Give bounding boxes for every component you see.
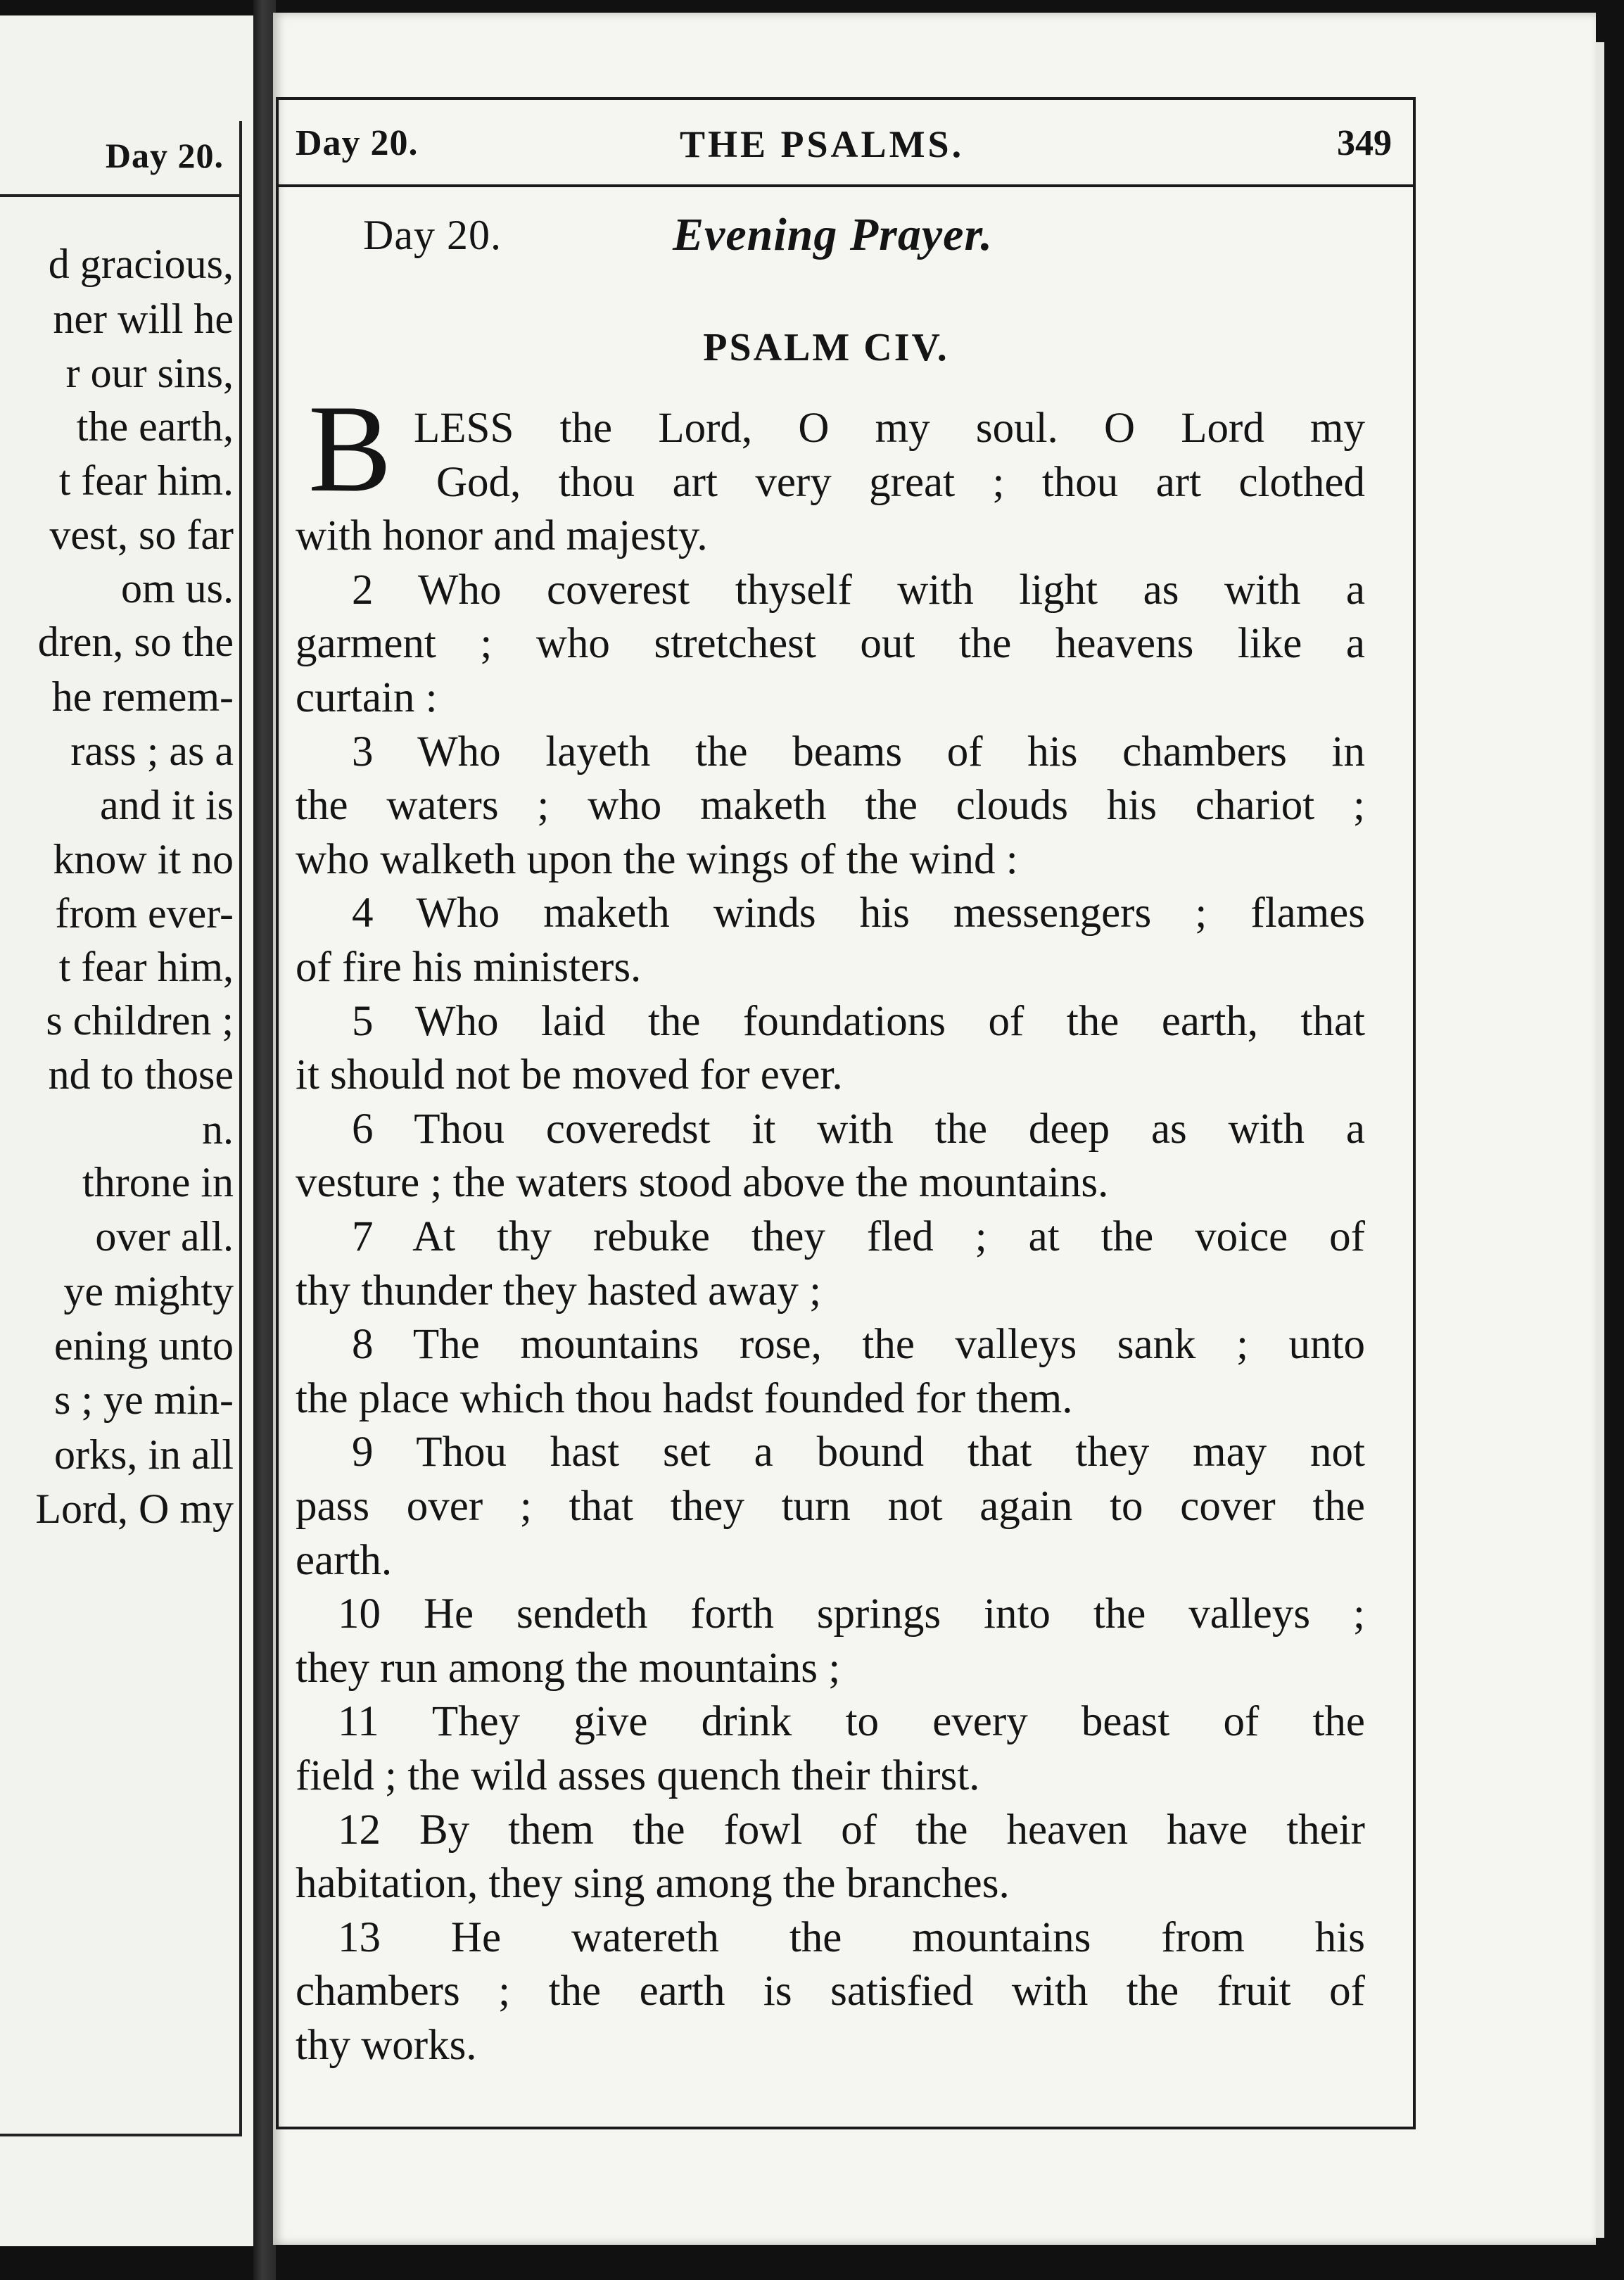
previous-page-line: nd to those [48,1051,234,1098]
text-line: field ; the wild asses quench their thirst. [296,1752,980,1799]
verse-start-line: 9 Thou hast set a bound that they may not [352,1429,1365,1476]
psalm-title [0,325,1624,370]
text-line: the waters ; who maketh the clouds his chariot ; [296,782,1365,829]
previous-page-line: Lord, O my [35,1486,234,1532]
drop-cap: B [308,379,392,518]
previous-page-line: t fear him. [58,457,234,504]
previous-page-line: and it is [100,782,234,828]
previous-page-line: orks, in all [54,1431,234,1478]
running-header [279,106,1413,187]
previous-page-line: the earth, [76,403,234,450]
text-line: thy works. [296,2022,477,2069]
previous-page-line: ner will he [53,296,234,342]
previous-page-line: rass ; as a [70,728,234,774]
verse-start-line: 2 Who coverest thyself with light as with a [352,566,1365,614]
header-title: THE PSALMS. [680,123,965,165]
previous-page-day: Day 20. [105,136,224,175]
previous-page-line: ening unto [54,1322,234,1369]
verse-start-line: 3 Who layeth the beams of his chambers in [352,728,1365,775]
previous-page-line: n. [202,1106,234,1153]
text-line: it should not be moved for ever. [296,1051,843,1098]
verse-start-line: 10 He sendeth forth springs into the valleys ; [338,1590,1365,1638]
page-number: 349 [1337,123,1392,163]
text-line: the place which thou hadst founded for them. [296,1375,1073,1422]
psalm-title-text: PSALM CIV. [703,326,949,369]
text-line: habitation, they sing among the branches. [296,1860,1010,1907]
text-line: of fire his ministers. [296,944,642,991]
previous-page-line: ye mighty [63,1268,234,1315]
text-line: with honor and majesty. [296,512,708,559]
previous-page-line: from ever- [55,890,234,937]
section-title: Evening Prayer. [673,209,993,260]
text-line: they run among the mountains ; [296,1645,841,1692]
text-line: chambers ; the earth is satisfied with the fruit of [296,1968,1365,2015]
verse-start-line: 5 Who laid the foundations of the earth, that [352,998,1365,1045]
previous-page-line: over all. [95,1213,234,1260]
previous-page-line: s ; ye min- [54,1376,234,1423]
text-line: pass over ; that they turn not again to cover the [296,1483,1365,1530]
text-line: God, thou art very great ; thou art clothed [436,459,1365,506]
verse-start-line: 13 He watereth the mountains from his [338,1914,1365,1961]
verse-start-line: 6 Thou coveredst it with the deep as with a [352,1106,1365,1153]
previous-page-line: s children ; [46,997,234,1044]
text-line: garment ; who stretchest out the heavens like a [296,620,1365,667]
verse-start-line: 11 They give drink to every beast of the [338,1698,1365,1745]
previous-page-line: d gracious, [48,241,234,287]
text-line: curtain : [296,674,438,721]
previous-page-line: he remem- [51,673,234,720]
text-line: vesture ; the waters stood above the mountains. [296,1159,1109,1206]
previous-page-line: om us. [120,565,234,612]
text-line: LESS the Lord, O my soul. O Lord my [414,405,1365,452]
text-line: who walketh upon the wings of the wind : [296,836,1018,883]
text-line: thy thunder they hasted away ; [296,1267,822,1315]
previous-page-line: know it no [53,836,234,882]
section-day: Day 20. [363,212,502,258]
verse-start-line: 12 By them the fowl of the heaven have their [338,1806,1365,1854]
previous-page-line: r our sins, [65,350,234,396]
verse-start-line: 8 The mountains rose, the valleys sank ; unto [352,1321,1365,1368]
previous-page-header [0,121,239,197]
previous-page-line: vest, so far [49,512,234,558]
previous-page-line: throne in [82,1159,234,1205]
previous-page-line: t fear him, [58,944,234,990]
text-line: earth. [296,1537,393,1584]
header-day: Day 20. [296,123,419,163]
verse-start-line: 4 Who maketh winds his messengers ; flames [352,889,1365,937]
previous-page-line: dren, so the [37,619,234,665]
verse-start-line: 7 At thy rebuke they fled ; at the voice of [352,1213,1365,1260]
